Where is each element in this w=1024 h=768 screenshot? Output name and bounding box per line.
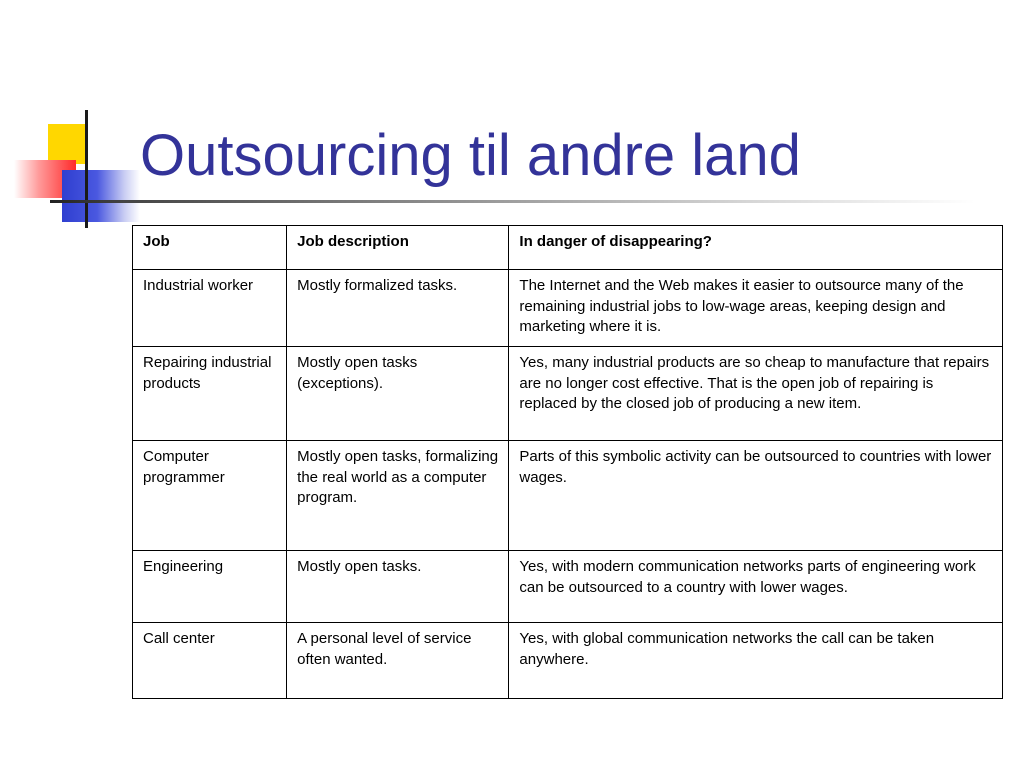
cell-job: Computer programmer	[133, 441, 287, 551]
cell-description: Mostly open tasks (exceptions).	[287, 347, 509, 441]
cell-danger: The Internet and the Web makes it easier to outsource many of the remaining industrial jobs to low-wage areas, keeping design and marketing where it is.	[509, 270, 1003, 347]
cell-description: Mostly open tasks.	[287, 551, 509, 623]
slide-title: Outsourcing til andre land	[140, 123, 801, 188]
cell-job: Repairing industrial products	[133, 347, 287, 441]
cell-danger: Yes, with global communication networks the call can be taken anywhere.	[509, 623, 1003, 699]
cell-danger: Parts of this symbolic activity can be outsourced to countries with lower wages.	[509, 441, 1003, 551]
header-in-danger: In danger of disappearing?	[509, 226, 1003, 270]
decorative-vertical-line	[85, 110, 88, 228]
table-row	[133, 441, 1003, 551]
cell-description: A personal level of service often wanted.	[287, 623, 509, 699]
cell-danger: Yes, with modern communication networks parts of engineering work can be outsourced to a country with lower wages.	[509, 551, 1003, 623]
cell-description: Mostly formalized tasks.	[287, 270, 509, 347]
title-underline	[50, 200, 975, 203]
cell-danger: Yes, many industrial products are so cheap to manufacture that repairs are no longer cost effective. That is the open job of repairing is replaced by the closed job of producing a new item.	[509, 347, 1003, 441]
table-row	[133, 270, 1003, 347]
decorative-blue-bar	[62, 170, 140, 222]
header-job-description: Job description	[287, 226, 509, 270]
table-row	[133, 551, 1003, 623]
table-row	[133, 623, 1003, 699]
cell-description: Mostly open tasks, formalizing the real world as a computer program.	[287, 441, 509, 551]
cell-job: Industrial worker	[133, 270, 287, 347]
table-header-row	[133, 226, 1003, 270]
header-job: Job	[133, 226, 287, 270]
cell-job: Call center	[133, 623, 287, 699]
jobs-table	[132, 225, 1003, 699]
cell-job: Engineering	[133, 551, 287, 623]
table-row	[133, 347, 1003, 441]
decorative-yellow-square	[48, 124, 88, 164]
